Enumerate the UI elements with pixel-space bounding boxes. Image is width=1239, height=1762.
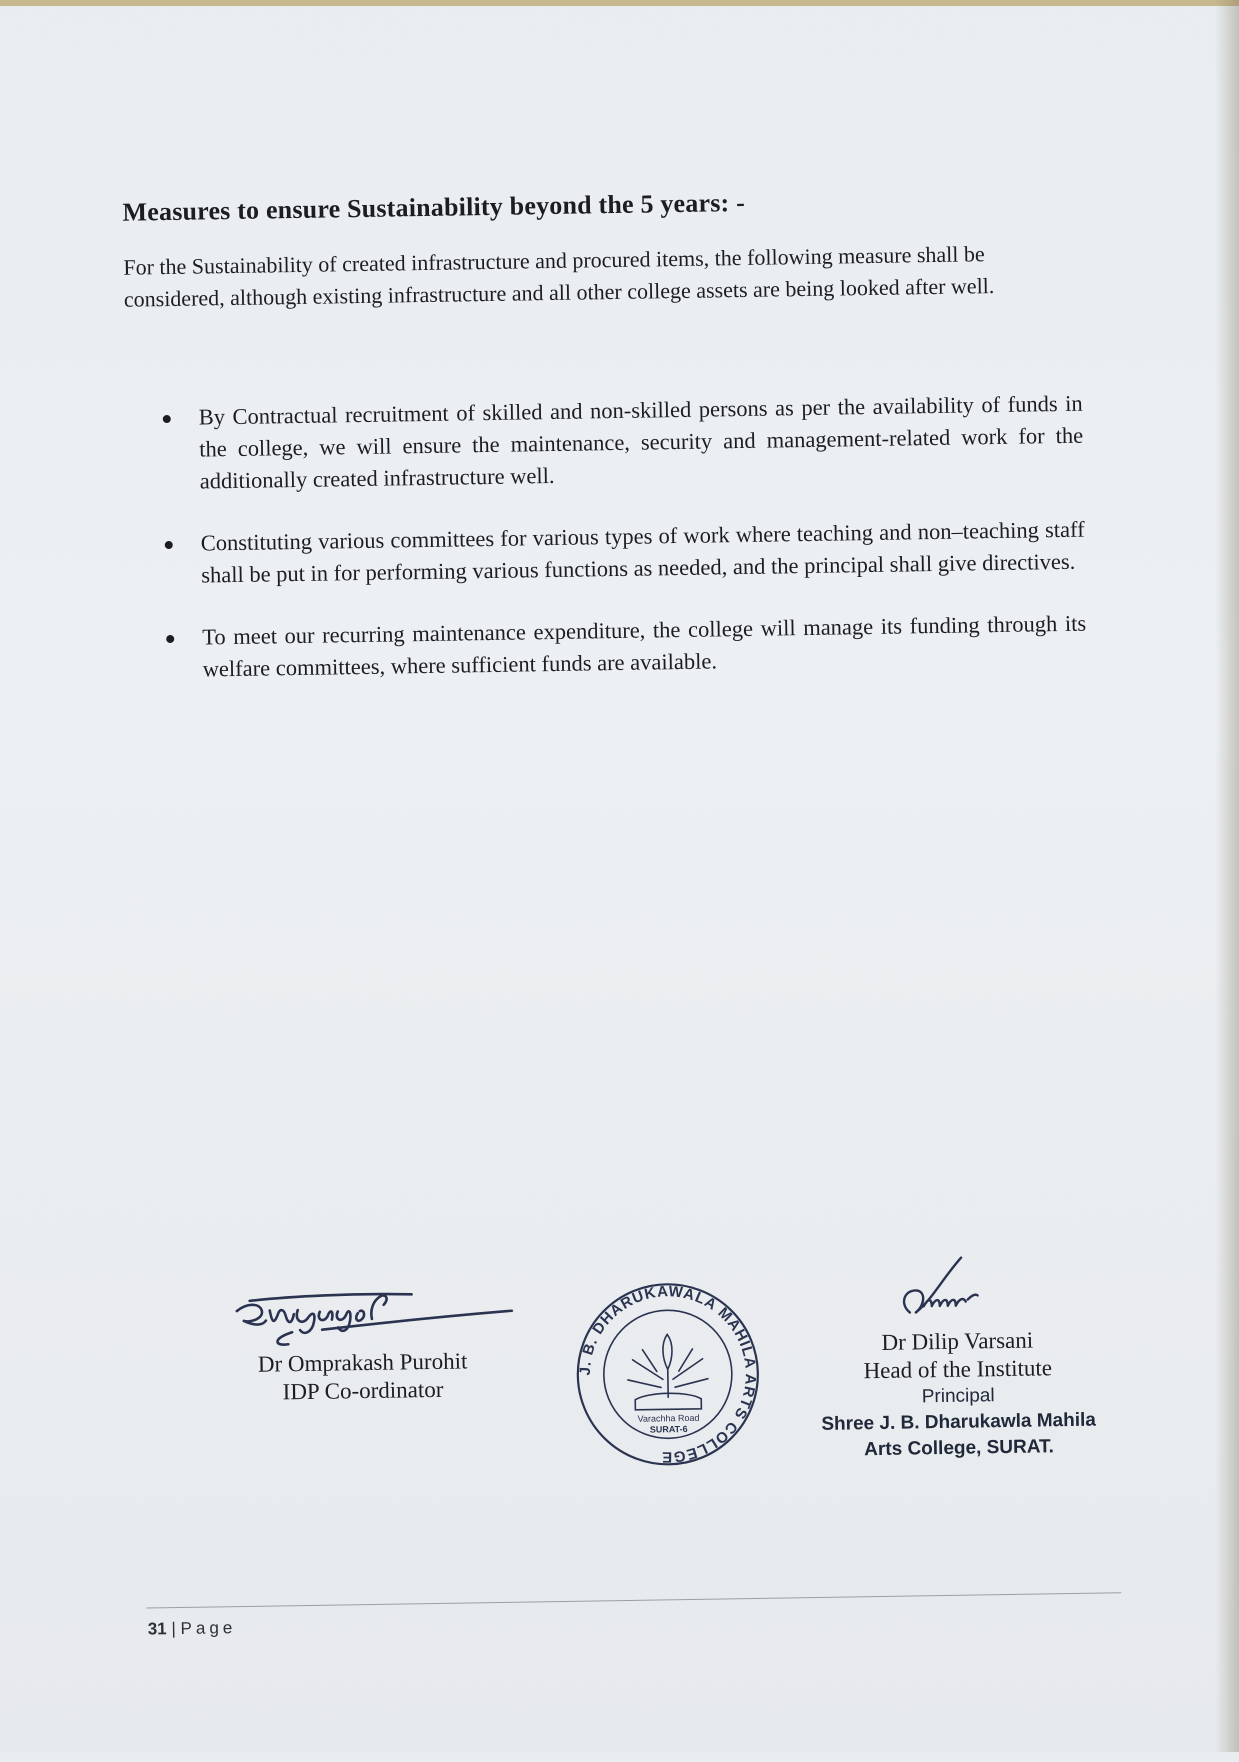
principal-stamp: [793, 1381, 1124, 1464]
signatory-role-right: Head of the Institute: [863, 1355, 1053, 1384]
footer-divider: [146, 1592, 1121, 1608]
bullet-icon: [165, 541, 173, 549]
list-item-text: To meet our recurring maintenance expenditure, the college will manage its funding through its welfare committees, where sufficient funds are available.: [201, 610, 1087, 682]
svg-text:Varachha Road: Varachha Road: [637, 1412, 700, 1424]
signature-block-right: [791, 1247, 1124, 1464]
measures-list: [163, 388, 1088, 716]
handwritten-signature-left: [231, 1277, 522, 1352]
signatory-name-left: Dr Omprakash Purohit: [257, 1348, 468, 1377]
page-number: 31: [147, 1619, 167, 1639]
college-seal: [571, 1278, 764, 1471]
page-footer: [148, 1618, 237, 1639]
svg-text:SURAT-6: SURAT-6: [649, 1423, 688, 1435]
footer-separator: |: [171, 1619, 176, 1639]
signature-block-left: [231, 1277, 523, 1408]
intro-paragraph: For the Sustainability of created infrastructure and procured items, the following measure shall be considered, although existing infrastructure and all other college assets are being looked after well.: [123, 241, 995, 312]
svg-text:J. B. DHARUKAWALA MAHILA ARTS: J. B. DHARUKAWALA MAHILA ARTS COLLEGE: [576, 1283, 760, 1466]
bullet-icon: [163, 415, 171, 423]
section-heading: Measures to ensure Sustainability beyond the 5 years: -: [122, 187, 746, 227]
list-item: [166, 608, 1087, 686]
list-item: [163, 388, 1084, 498]
signatory-role-left: IDP Co-ordinator: [282, 1376, 444, 1405]
list-item-text: By Contractual recruitment of skilled and non-skilled persons as per the availability of funds in the college, we will ensure the maintenance, security and management-related work for the additionally created infrastructure well.: [198, 390, 1084, 494]
stamp-line-2: Shree J. B. Dharukawla Mahila: [821, 1409, 1097, 1435]
bullet-icon: [166, 635, 174, 643]
list-item: [164, 514, 1085, 592]
handwritten-signature-right: [791, 1247, 1122, 1330]
stamp-line-3: Arts College, SURAT.: [864, 1436, 1055, 1461]
page-label: Page: [180, 1618, 237, 1638]
list-item-text: Constituting various committees for various types of work where teaching and non–teaching staff shall be put in for performing various functions as needed, and the principal shall give directives.: [200, 516, 1085, 588]
stamp-line-1: Principal: [921, 1385, 995, 1408]
signatory-name-right: Dr Dilip Varsani: [881, 1327, 1034, 1355]
